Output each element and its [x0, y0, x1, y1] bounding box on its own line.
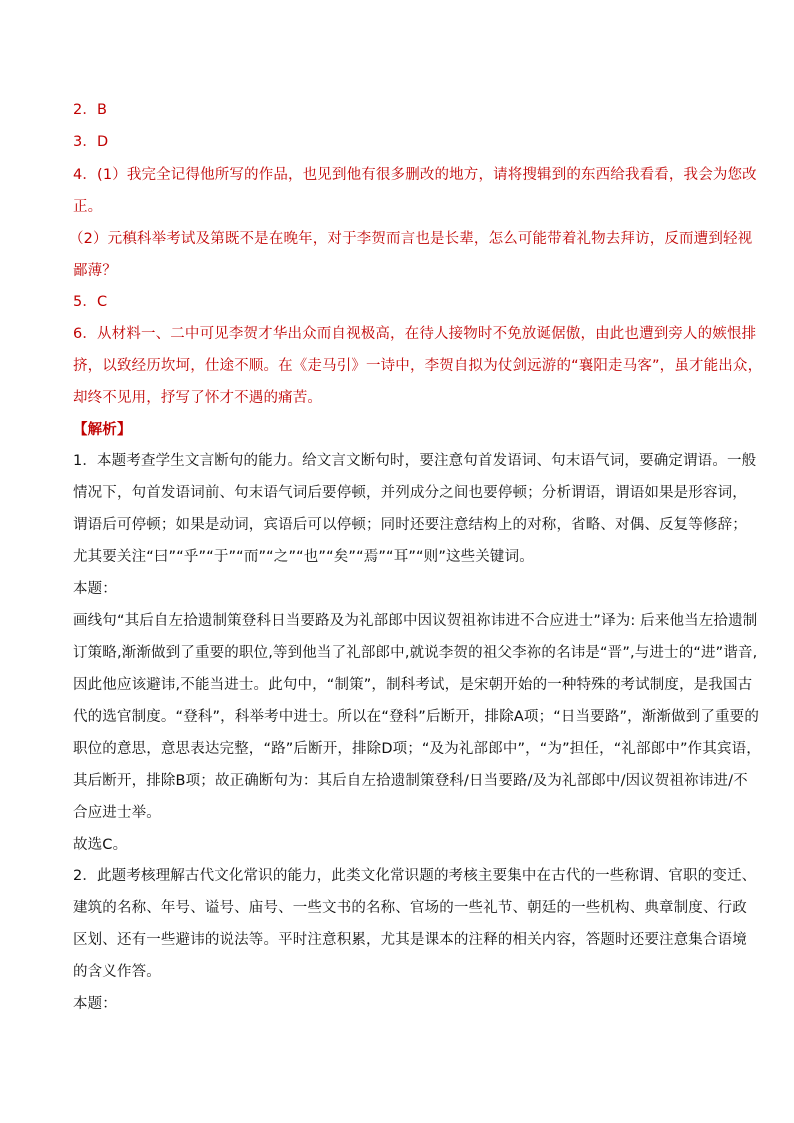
analysis-line: 画线句“其后自左拾遗制策登科日当要路及为礼部郎中因议贺祖祢讳进不合应进士”译为: 后来他当左拾遗制 [73, 613, 758, 629]
analysis-line: 情况下，句首发语词前、句末语气词后要停顿，并列成分之间也要停顿；分析谓语，谓语如果是形容词， [73, 485, 747, 501]
analysis-line: 合应进士举。 [73, 805, 161, 821]
answer-3: 3．D [73, 134, 109, 150]
analysis-line: 1．本题考查学生文言断句的能力。给文言文断句时，要注意句首发语词、句末语气词，要确定谓语。一般 [73, 453, 757, 469]
analysis-line: 谓语后可停顿；如果是动词，宾语后可以停顿；同时还要注意结构上的对称，省略、对偶、反复等修辞； [73, 517, 747, 533]
answer-6-line-2: 挤，以致经历坎坷，仕途不顺。在《走马引》一诗中，李贺自拟为仗剑远游的“襄阳走马客”，虽才能出众， [73, 358, 763, 374]
answer-6-line-3: 却终不见用，抒写了怀才不遇的痛苦。 [73, 390, 323, 406]
analysis-line: 其后断开，排除B项；故正确断句为：其后自左拾遗制策登科/日当要路/及为礼部郎中/因议贺祖祢讳进/不 [73, 773, 748, 789]
answer-4-line-4: 鄙薄？ [73, 263, 117, 279]
answer-5: 5．C [73, 294, 108, 310]
answer-6-line-1: 6．从材料一、二中可见李贺才华出众而自视极高，在待人接物时不免放诞倨傲，由此也遭到旁人的嫉恨排 [73, 326, 757, 342]
analysis-line: 故选C。 [73, 837, 128, 853]
analysis-line: 因此他应该避讳,不能当进士。此句中，“制策”，制科考试，是宋朝开始的一种特殊的考试制度，是我国古 [73, 677, 753, 693]
answer-4-line-1: 4．(1）我完全记得他所写的作品，也见到他有很多删改的地方，请将搜辑到的东西给我看看，我会为您改 [73, 167, 757, 183]
analysis-line: 区划、还有一些避讳的说法等。平时注意积累，尤其是课本的注释的相关内容，答题时还要注意集合语境 [73, 932, 747, 948]
analysis-line: 订策略,渐渐做到了重要的职位,等到他当了礼部郎中,就说李贺的祖父李祢的名讳是“晋”,与进士的“进”谐音, [73, 645, 758, 661]
answer-2: 2．B [73, 102, 108, 118]
analysis-line: 职位的意思，意思表达完整，“路”后断开，排除D项；“及为礼部郎中”，“为”担任，“礼部郎中”作其宾语， [73, 741, 761, 757]
analysis-line: 尤其要关注“曰”“乎”“于”“而”“之”“也”“矣”“焉”“耳”“则”这些关键词。 [73, 549, 534, 565]
analysis-line: 建筑的名称、年号、谥号、庙号、一些文书的名称、官场的一些礼节、朝廷的一些机构、典章制度、行政 [73, 900, 747, 916]
analysis-heading: 【解析】 [73, 422, 132, 438]
analysis-line: 的含义作答。 [73, 964, 161, 980]
answer-4-line-2: 正。 [73, 199, 103, 215]
analysis-line: 2．此题考核理解古代文化常识的能力，此类文化常识题的考核主要集中在古代的一些称谓、官职的变迁、 [73, 868, 757, 884]
analysis-line: 代的选官制度。“登科”，科举考中进士。所以在“登科”后断开，排除A项；“日当要路”，渐渐做到了重要的 [73, 709, 759, 725]
analysis-line: 本题： [73, 581, 117, 597]
answer-4-line-3: （2）元稹科举考试及第既不是在晚年，对于李贺而言也是长辈，怎么可能带着礼物去拜访，反而遭到轻视 [69, 231, 753, 247]
analysis-line: 本题： [73, 996, 117, 1012]
